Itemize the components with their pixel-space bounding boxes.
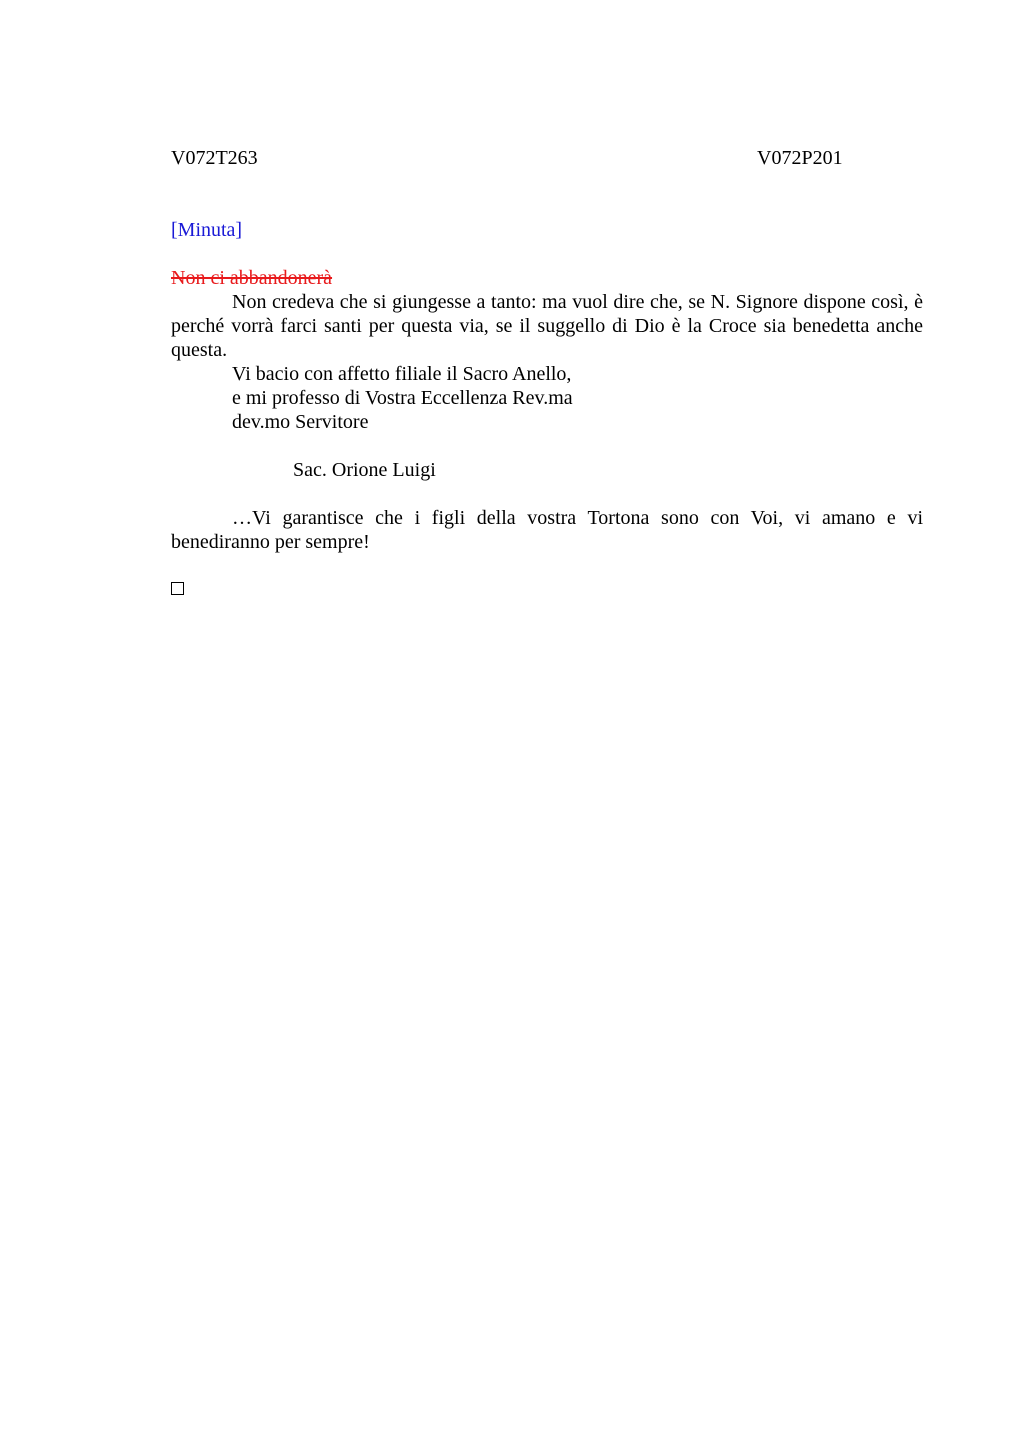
square-outline-icon <box>171 582 184 595</box>
closing-line-1: Vi bacio con affetto filiale il Sacro Anello, <box>232 363 572 385</box>
document-reference-code: V072T263 <box>171 147 258 169</box>
letter-paragraph-2: …Vi garantisce che i figli della vostra Tortona sono con Voi, vi amano e vi benediranno per sempre! <box>171 507 923 553</box>
signature: Sac. Orione Luigi <box>293 459 436 481</box>
page-reference-code: V072P201 <box>757 147 843 169</box>
deleted-line: Non ci abbandonerà <box>171 267 333 289</box>
minuta-label: [Minuta] <box>171 219 243 241</box>
closing-line-3: dev.mo Servitore <box>232 411 369 433</box>
closing-line-2: e mi professo di Vostra Eccellenza Rev.ma <box>232 387 573 409</box>
letter-body <box>171 218 923 591</box>
letter-paragraph-1: Non credeva che si giungesse a tanto: ma vuol dire che, se N. Signore dispone così, è perché vorrà farci santi per questa via, se il suggello di Dio è la Croce sia benedetta anche questa. <box>171 291 923 361</box>
